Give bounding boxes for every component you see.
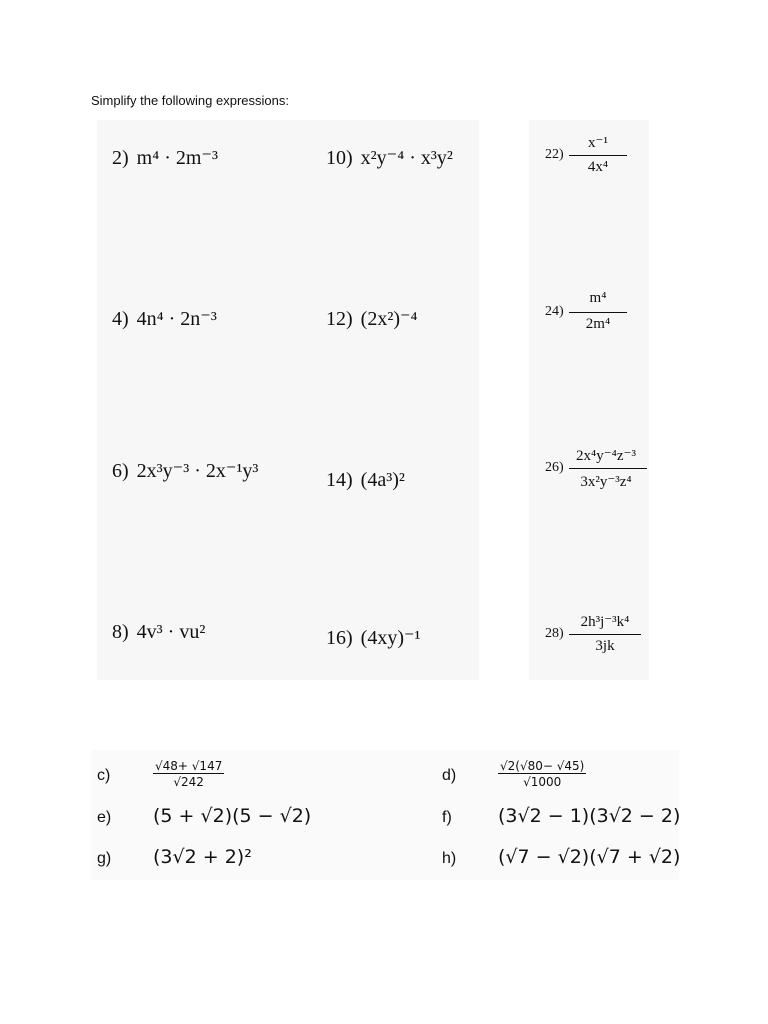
fraction-bar [569,312,627,313]
fraction-numerator: m⁴ [589,290,607,306]
fraction-numerator: 2x⁴y⁻⁴z⁻³ [576,448,636,464]
fraction-numerator: √2(√80− √45) [500,759,585,773]
problem-expression: (2x²)⁻⁴ [360,308,418,330]
problem-8 [112,622,205,642]
problem-label: 24) [545,304,564,319]
fraction-bar [569,634,641,635]
fraction-bar [569,155,627,156]
fraction-denominator: 3jk [595,638,615,654]
problem-label: 2) [112,147,129,169]
radical-g: (3√2 + 2)² [153,846,252,868]
radical-label-d: d) [442,767,457,784]
problem-label: 6) [112,460,129,482]
exponent-panel-right [529,120,649,680]
problem-16 [326,628,421,648]
fraction-numerator: x⁻¹ [588,135,608,151]
problem-label: 14) [326,469,353,491]
fraction-denominator: 3x²y⁻³z⁴ [580,474,632,490]
problem-label: 28) [545,626,564,641]
fraction-numerator: 2h³j⁻³k⁴ [580,614,630,630]
radical-label-h: h) [442,850,457,867]
problem-expression: (4xy)⁻¹ [360,627,421,649]
problem-12 [326,309,418,329]
radical-label-g: g) [97,850,112,867]
problem-4 [112,309,217,329]
instruction-text: Simplify the following expressions: [91,93,289,108]
radical-label-e: e) [97,809,112,826]
fraction-denominator: 4x⁴ [587,159,609,175]
radical-e: (5 + √2)(5 − √2) [153,805,312,827]
fraction-denominator: √1000 [498,773,586,789]
problem-label: 4) [112,308,129,330]
problem-expression: x²y⁻⁴ · x³y² [360,147,453,169]
exponent-panel-left [97,120,479,680]
problem-label: 12) [326,308,353,330]
radical-label-c: c) [97,767,111,784]
problem-10 [326,148,453,168]
radical-d [498,759,586,789]
fraction-denominator: 2m⁴ [585,316,611,332]
problem-expression: m⁴ · 2m⁻³ [136,147,218,169]
radical-c [153,759,224,789]
problem-label: 16) [326,627,353,649]
problem-label: 26) [545,460,564,475]
problem-6 [112,461,258,481]
problem-expression: 4v³ · vu² [136,621,206,643]
fraction-denominator: √242 [153,773,224,789]
problem-2 [112,148,218,168]
problem-14 [326,470,405,490]
radical-label-f: f) [442,809,452,826]
radical-f: (3√2 − 1)(3√2 − 2) [498,805,681,827]
problem-expression: 2x³y⁻³ · 2x⁻¹y³ [136,460,259,482]
problem-label: 22) [545,147,564,162]
problem-label: 8) [112,621,129,643]
problem-expression: 4n⁴ · 2n⁻³ [136,308,217,330]
problem-label: 10) [326,147,353,169]
fraction-numerator: √48+ √147 [155,759,223,773]
problem-expression: (4a³)² [360,469,405,491]
fraction-bar [569,468,647,469]
radical-h: (√7 − √2)(√7 + √2) [498,846,681,868]
